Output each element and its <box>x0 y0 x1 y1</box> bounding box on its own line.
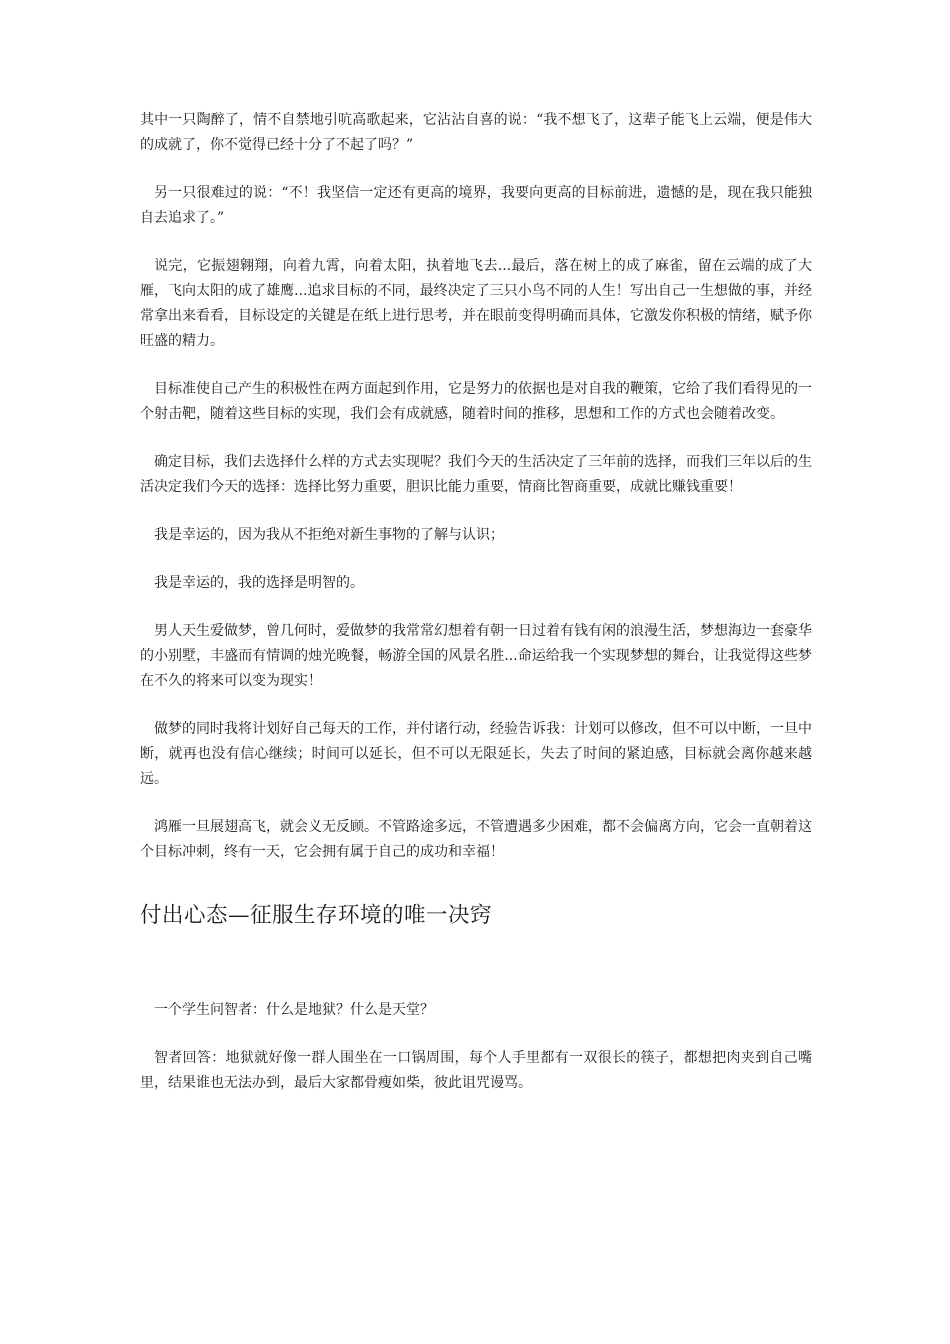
section-heading: 付出心态—征服生存环境的唯一决窍 <box>140 903 493 928</box>
paragraph: 男人天生爱做梦，曾几何时，爱做梦的我常常幻想着有朝一日过着有钱有闲的浪漫生活，梦想海边一套豪华的小别墅，丰盛而有情调的烛光晚餐，畅游全国的风景名胜...命运给我一个实现梦想的舞台，让我觉得这些梦在不久的将来可以变为现实！ <box>140 623 812 689</box>
paragraph: 其中一只陶醉了，情不自禁地引吭高歌起来，它沾沾自喜的说：“我不想飞了，这辈子能飞上云端，便是伟大的成就了，你不觉得已经十分了不起了吗？” <box>140 112 812 153</box>
paragraph: 我是幸运的，我的选择是明智的。 <box>154 575 364 591</box>
paragraph: 我是幸运的，因为我从不拒绝对新生事物的了解与认识； <box>154 527 504 543</box>
paragraph: 确定目标，我们去选择什么样的方式去实现呢？我们今天的生活决定了三年前的选择，而我们三年以后的生活决定我们今天的选择：选择比努力重要，胆识比能力重要，情商比智商重要，成就比赚钱重要！ <box>140 454 812 495</box>
paragraph: 目标准使自己产生的积极性在两方面起到作用，它是努力的依据也是对自我的鞭策，它给了我们看得见的一个射击靶，随着这些目标的实现，我们会有成就感，随着时间的推移，思想和工作的方式也会随着改变。 <box>140 381 812 422</box>
paragraph: 另一只很难过的说：“不！我坚信一定还有更高的境界，我要向更高的目标前进，遗憾的是，现在我只能独自去追求了。” <box>140 185 812 226</box>
paragraph: 一个学生问智者：什么是地狱？什么是天堂？ <box>154 1002 434 1018</box>
paragraph: 智者回答：地狱就好像一群人围坐在一口锅周围，每个人手里都有一双很长的筷子，都想把肉夹到自己嘴里，结果谁也无法办到，最后大家都骨瘦如柴，彼此诅咒谩骂。 <box>140 1050 812 1091</box>
paragraph: 做梦的同时我将计划好自己每天的工作，并付诸行动，经验告诉我：计划可以修改，但不可以中断，一旦中断，就再也没有信心继续；时间可以延长，但不可以无限延长，失去了时间的紧迫感，目标就会离你越来越远。 <box>140 721 812 787</box>
document-page <box>140 108 812 1119</box>
section-body <box>140 998 812 1096</box>
paragraph: 说完，它振翅翱翔，向着九霄，向着太阳，执着地飞去...最后，落在树上的成了麻雀，留在云端的成了大雁，飞向太阳的成了雄鹰...追求目标的不同，最终决定了三只小鸟不同的人生！写出自己一生想做的事，并经常拿出来看看，目标设定的关键是在纸上进行思考，并在眼前变得明确而具体，它激发你积极的情绪，赋予你旺盛的精力。 <box>140 258 812 349</box>
paragraph: 鸿雁一旦展翅高飞，就会义无反顾。不管路途多远，不管遭遇多少困难，都不会偏离方向，它会一直朝着这个目标冲刺，终有一天，它会拥有属于自己的成功和幸福！ <box>140 819 812 860</box>
